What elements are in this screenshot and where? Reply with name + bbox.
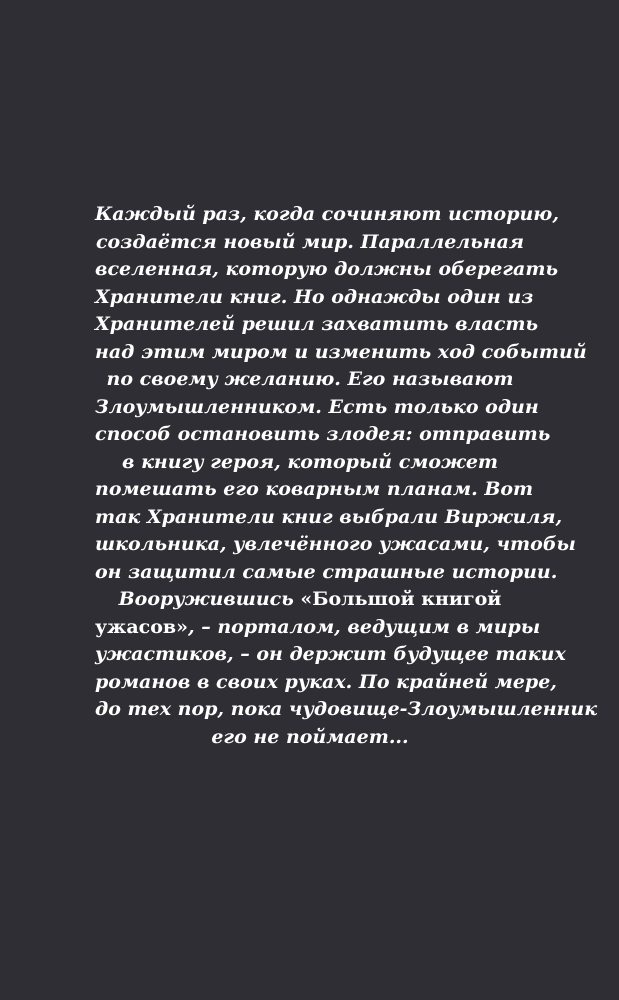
book-title-upright: «Большой книгой [300,588,502,610]
blurb-line: до тех пор, пока чудовище-Злоумышленник [95,698,598,720]
blurb-line: над этим миром и изменить ход событий [95,340,587,363]
blurb-line: по своему желанию. Его называют [106,368,514,390]
blurb-line: способ остановить злодея: отправить [95,423,551,445]
blurb-segment: , – порталом, ведущим в миры [187,615,541,638]
book-title-upright: ужасов» [95,615,188,638]
blurb-line: в книгу героя, который сможет [121,450,499,473]
blurb-line: романов в своих руках. По крайней мере, [95,670,557,693]
blurb-line [95,586,525,614]
blurb-line: так Хранители книг выбрали Виржиля, [95,505,563,528]
blurb-line: ужастиков, – он держит будущее таких [95,643,566,665]
blurb-line: его не поймает... [211,725,409,748]
blurb-line: школьника, увлечённого ужасами, чтобы [95,533,576,555]
blurb-line: Хранителей решил захватить власть [95,313,539,335]
blurb-line: создаётся новый мир. Параллельная [95,230,525,253]
blurb-line: помешать его коварным планам. Вот [95,478,534,500]
blurb-line: он защитил самые страшные истории. [95,560,558,583]
blurb-line: Хранители книг. Но однажды один из [95,285,534,308]
book-blurb-text [95,201,598,751]
blurb-line: Каждый раз, когда сочиняют историю, [95,203,559,225]
blurb-line: Злоумышленником. Есть только один [95,395,539,418]
blurb-segment: Вооружившись [118,588,301,610]
blurb-line [95,614,541,642]
blurb-line: вселенная, которую должны оберегать [95,258,558,280]
